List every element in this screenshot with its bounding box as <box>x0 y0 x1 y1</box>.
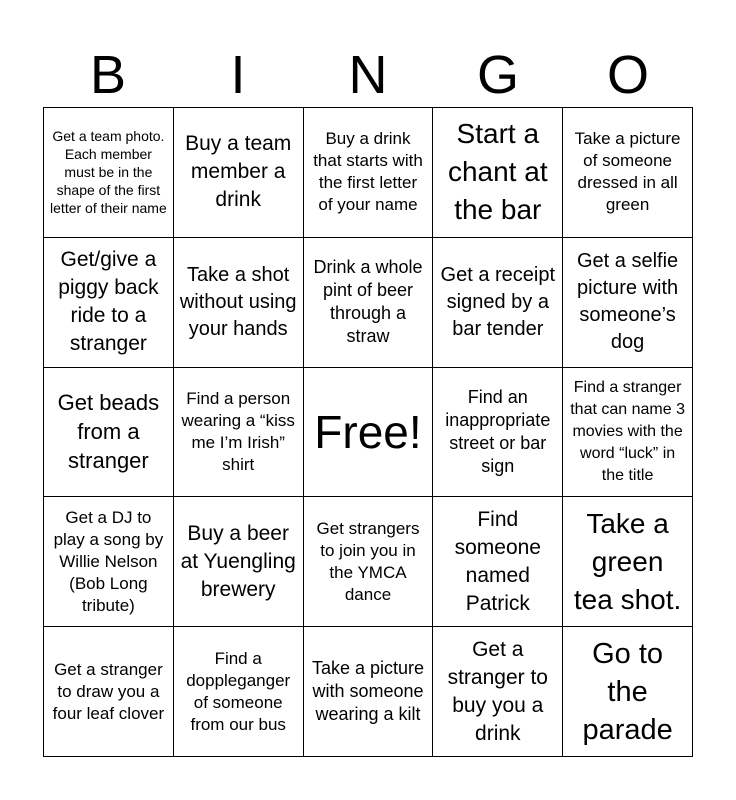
header-letter-b: B <box>89 45 127 105</box>
bingo-cell-r3c1[interactable]: Get beads from a stranger <box>44 368 174 498</box>
bingo-cell-r5c1[interactable]: Get a stranger to draw you a four leaf clover <box>44 627 174 757</box>
header-letter-g: G <box>476 45 519 105</box>
bingo-cell-r2c3[interactable]: Drink a whole pint of beer through a straw <box>304 238 434 368</box>
bingo-grid <box>43 107 693 757</box>
bingo-cell-r5c3[interactable]: Take a picture with someone wearing a kilt <box>304 627 434 757</box>
bingo-cell-r2c2[interactable]: Take a shot without using your hands <box>174 238 304 368</box>
bingo-cell-r1c2[interactable]: Buy a team member a drink <box>174 108 304 238</box>
bingo-cell-free[interactable]: Free! <box>304 368 434 498</box>
bingo-cell-r3c5[interactable]: Find a stranger that can name 3 movies with the word “luck” in the title <box>563 368 693 498</box>
bingo-cell-r4c4[interactable]: Find someone named Patrick <box>433 497 563 627</box>
bingo-cell-r5c4[interactable]: Get a stranger to buy you a drink <box>433 627 563 757</box>
bingo-cell-r5c5[interactable]: Go to the parade <box>563 627 693 757</box>
bingo-cell-r4c3[interactable]: Get strangers to join you in the YMCA dance <box>304 497 434 627</box>
header-letter-o: O <box>606 45 649 105</box>
bingo-cell-r4c1[interactable]: Get a DJ to play a song by Willie Nelson (Bob Long tribute) <box>44 497 174 627</box>
bingo-cell-r1c1[interactable]: Get a team photo. Each member must be in the shape of the first letter of their name <box>44 108 174 238</box>
bingo-cell-r1c5[interactable]: Take a picture of someone dressed in all green <box>563 108 693 238</box>
bingo-cell-r2c4[interactable]: Get a receipt signed by a bar tender <box>433 238 563 368</box>
bingo-cell-r1c3[interactable]: Buy a drink that starts with the first letter of your name <box>304 108 434 238</box>
bingo-cell-r4c2[interactable]: Buy a beer at Yuengling brewery <box>174 497 304 627</box>
bingo-header <box>43 44 693 106</box>
bingo-cell-r2c1[interactable]: Get/give a piggy back ride to a stranger <box>44 238 174 368</box>
header-letter-i: I <box>230 45 246 105</box>
header-letter-n: N <box>348 45 388 105</box>
bingo-cell-r2c5[interactable]: Get a selfie picture with someone’s dog <box>563 238 693 368</box>
bingo-cell-r1c4[interactable]: Start a chant at the bar <box>433 108 563 238</box>
bingo-cell-r4c5[interactable]: Take a green tea shot. <box>563 497 693 627</box>
bingo-cell-r3c4[interactable]: Find an inappropriate street or bar sign <box>433 368 563 498</box>
bingo-cell-r5c2[interactable]: Find a doppleganger of someone from our bus <box>174 627 304 757</box>
bingo-cell-r3c2[interactable]: Find a person wearing a “kiss me I’m Irish” shirt <box>174 368 304 498</box>
